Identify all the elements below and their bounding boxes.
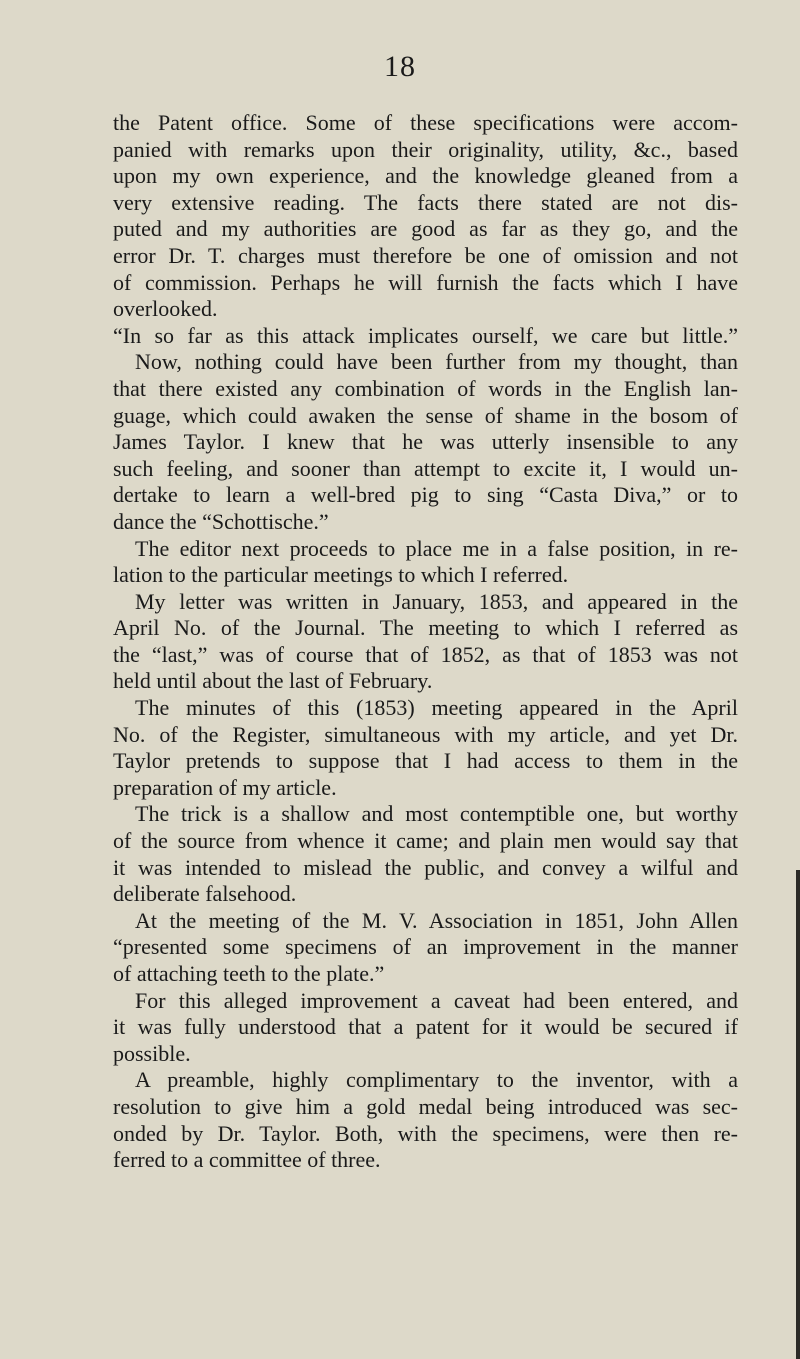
text-line: the Patent office. Some of these specifications were accom- [113, 110, 738, 135]
text-line: possible. [113, 1040, 191, 1066]
text-line: of commission. Perhaps he will furnish the facts which I have [113, 269, 738, 295]
text-line: puted and my authorities are good as far as they go, and the [113, 216, 738, 242]
text-line: resolution to give him a gold medal being introduced was sec- [113, 1093, 738, 1119]
text-line: The trick is a shallow and most contemptible one, but worthy [135, 801, 738, 827]
text-line: guage, which could awaken the sense of shame in the bosom of [113, 402, 738, 428]
text-line: panied with remarks upon their originality, utility, &c., based [113, 136, 738, 162]
text-line: deliberate falsehood. [113, 881, 297, 907]
body-text [113, 110, 738, 1174]
text-line: preparation of my article. [113, 774, 337, 800]
text-line: dance the “Schottische.” [113, 508, 329, 534]
text-line: held until about the last of February. [113, 668, 433, 694]
text-line: “presented some specimens of an improvement in the manner [113, 934, 738, 960]
text-line: A preamble, highly complimentary to the inventor, with a [135, 1067, 738, 1093]
text-line: April No. of the Journal. The meeting to which I referred as [113, 615, 738, 641]
text-line: My letter was written in January, 1853, and appeared in the [135, 588, 738, 614]
text-line: of the source from whence it came; and plain men would say that [113, 828, 738, 854]
page-number: 18 [384, 50, 416, 83]
text-line: it was intended to mislead the public, and convey a wilful and [113, 854, 738, 880]
text-line: onded by Dr. Taylor. Both, with the specimens, were then re- [113, 1120, 738, 1146]
text-line: For this alleged improvement a caveat had been entered, and [135, 987, 738, 1013]
page-edge-shadow [796, 870, 800, 1359]
text-line: very extensive reading. The facts there stated are not dis- [113, 189, 738, 215]
text-line: upon my own experience, and the knowledge gleaned from a [113, 163, 738, 189]
text-line: lation to the particular meetings to which I referred. [113, 562, 569, 588]
text-line: the “last,” was of course that of 1852, as that of 1853 was not [113, 641, 738, 667]
text-line: it was fully understood that a patent for it would be secured if [113, 1014, 738, 1040]
text-line: The editor next proceeds to place me in a false position, in re- [135, 535, 738, 561]
text-line: overlooked. [113, 296, 218, 322]
text-line: The minutes of this (1853) meeting appeared in the April [135, 695, 738, 721]
text-line: dertake to learn a well-bred pig to sing “Casta Diva,” or to [113, 482, 738, 508]
text-line: that there existed any combination of words in the English lan- [113, 375, 738, 401]
text-line: of attaching teeth to the plate.” [113, 961, 385, 986]
text-line: ferred to a committee of three. [113, 1147, 381, 1173]
text-line: At the meeting of the M. V. Association in 1851, John Allen [135, 907, 738, 933]
text-line: Taylor pretends to suppose that I had access to them in the [113, 748, 738, 774]
text-line: Now, nothing could have been further from my thought, than [135, 349, 738, 375]
text-line: “In so far as this attack implicates ourself, we care but little.” [113, 322, 738, 348]
text-line: No. of the Register, simultaneous with my article, and yet Dr. [113, 721, 738, 747]
text-line: error Dr. T. charges must therefore be one of omission and not [113, 242, 738, 268]
text-line: James Taylor. I knew that he was utterly insensible to any [113, 429, 738, 455]
text-line: such feeling, and sooner than attempt to excite it, I would un- [113, 455, 738, 481]
